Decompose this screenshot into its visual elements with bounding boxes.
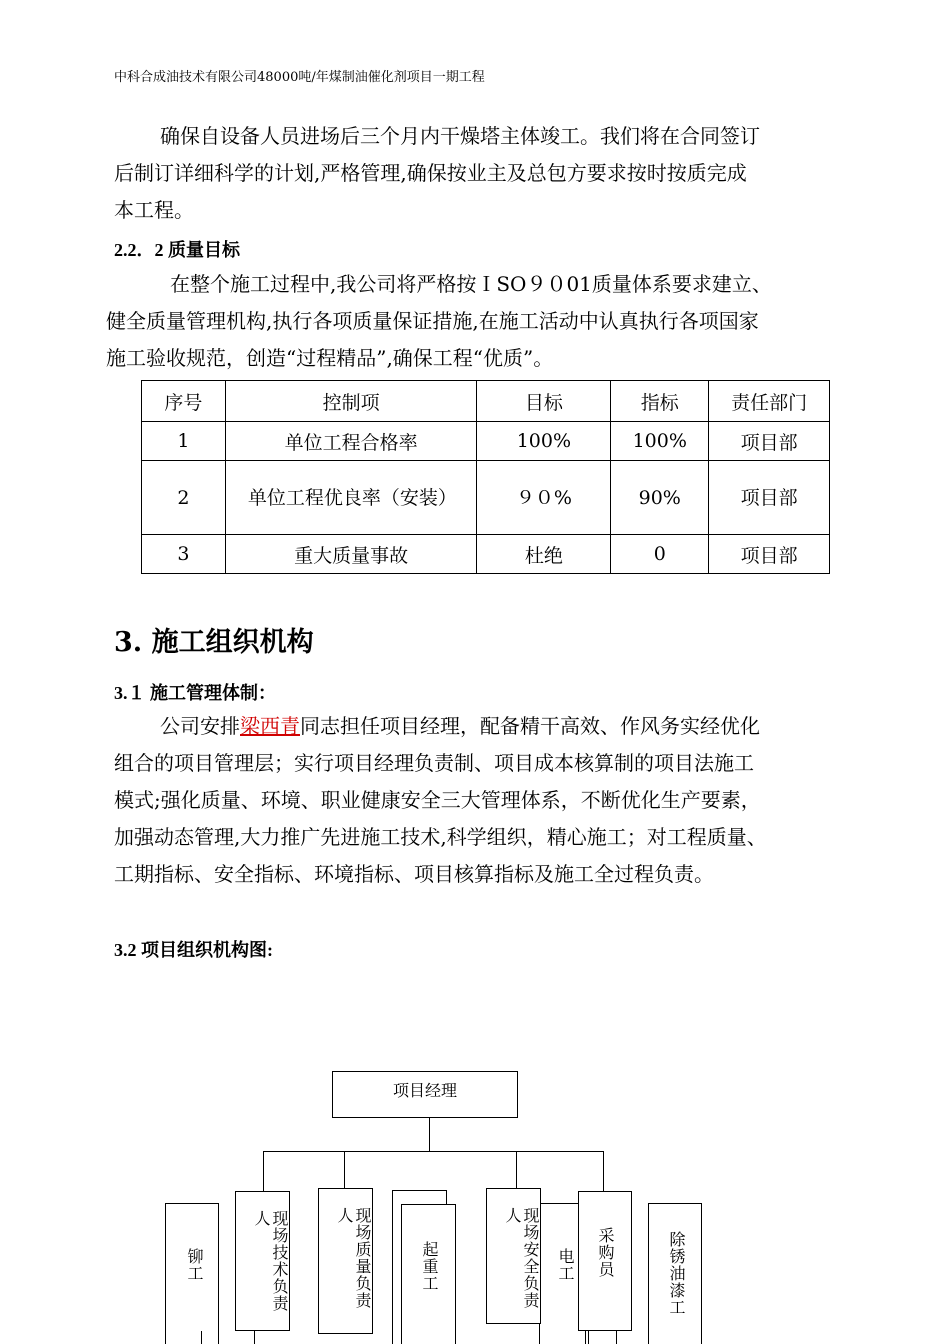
management-line: 组合的项目管理层；实行项目经理负责制、项目成本核算制的项目法施工	[114, 751, 754, 775]
org-box-quality-lead	[318, 1188, 373, 1334]
text-segment: 公司安排	[160, 714, 240, 738]
header-cell-dept: 责任部门	[709, 381, 830, 422]
table-cell: 0	[611, 535, 709, 574]
table-cell: 1	[142, 422, 226, 461]
org-box-purchaser	[578, 1191, 632, 1331]
table-cell: ９０%	[477, 461, 611, 535]
org-connector	[201, 1331, 202, 1344]
header-cell-target: 目标	[477, 381, 611, 422]
page-header: 中科合成油技术有限公司48000吨/年煤制油催化剂项目一期工程	[114, 70, 485, 85]
header-cell-seq: 序号	[142, 381, 226, 422]
table-cell: 100%	[477, 422, 611, 461]
org-connector	[585, 1331, 586, 1344]
table-cell: 90%	[611, 461, 709, 535]
table-cell: 3	[142, 535, 226, 574]
org-label: 项目经理	[392, 1081, 457, 1100]
table-cell: 项目部	[709, 535, 830, 574]
quality-line: 施工验收规范，创造“过程精品”,确保工程“优质”。	[106, 346, 554, 370]
management-paragraph	[114, 708, 767, 893]
manager-name: 梁西青	[240, 714, 300, 738]
org-connector	[263, 1151, 604, 1152]
table-cell: 100%	[611, 422, 709, 461]
management-line: 模式;强化质量、环境、职业健康安全三大管理体系，不断优化生产要素，	[114, 788, 761, 812]
org-connector	[603, 1151, 604, 1191]
org-box-tech-lead	[235, 1191, 290, 1331]
org-label: 现场质量负责人	[335, 1207, 372, 1309]
org-label: 电工	[556, 1248, 575, 1282]
org-connector	[429, 1118, 430, 1151]
table-cell: 2	[142, 461, 226, 535]
org-label: 现场技术负责人	[252, 1210, 289, 1312]
table-row	[142, 422, 830, 461]
intro-paragraph	[114, 118, 760, 229]
org-connector	[616, 1331, 617, 1344]
quality-line: 健全质量管理机构,执行各项质量保证措施,在施工活动中认真执行各项国家	[106, 309, 759, 333]
org-box-rigger	[401, 1204, 456, 1344]
section3-1-heading: 3.１ 施工管理体制：	[114, 683, 276, 703]
org-box-project-manager	[332, 1071, 518, 1118]
table-row	[142, 461, 830, 535]
org-connector	[263, 1151, 264, 1191]
table-header-row	[142, 381, 830, 422]
table-cell: 单位工程合格率	[225, 422, 477, 461]
org-label: 现场安全负责人	[503, 1207, 540, 1309]
intro-line: 后制订详细科学的计划,严格管理,确保按业主及总包方要求按时按质完成	[114, 161, 747, 185]
section3-2-heading: 3.2 项目组织机构图:	[114, 940, 273, 960]
table-cell: 重大质量事故	[225, 535, 477, 574]
org-label: 除锈油漆工	[667, 1231, 686, 1316]
org-connector	[344, 1151, 345, 1188]
org-box-safety-lead	[486, 1188, 541, 1324]
quality-table	[141, 380, 830, 574]
quality-paragraph	[106, 266, 772, 377]
intro-line: 确保自设备人员进场后三个月内干燥塔主体竣工。我们将在合同签订	[160, 124, 760, 148]
management-line: 工期指标、安全指标、环境指标、项目核算指标及施工全过程负责。	[114, 862, 714, 886]
org-label: 铆工	[185, 1248, 204, 1282]
table-cell: 项目部	[709, 422, 830, 461]
table-row	[142, 535, 830, 574]
org-connector	[254, 1331, 255, 1344]
quality-heading: 2.2．2 质量目标	[114, 240, 240, 260]
section3-heading: 3. 施工组织机构	[114, 627, 314, 658]
org-box-painter	[648, 1203, 702, 1344]
header-cell-item: 控制项	[225, 381, 477, 422]
org-connector	[516, 1151, 517, 1188]
org-label: 采购员	[596, 1227, 615, 1278]
header-cell-index: 指标	[611, 381, 709, 422]
text-segment: 同志担任项目经理，配备精干高效、作风务实经优化	[300, 714, 760, 738]
table-cell: 单位工程优良率（安装）	[225, 461, 477, 535]
management-line: 加强动态管理,大力推广先进施工技术,科学组织，精心施工；对工程质量、	[114, 825, 767, 849]
table-cell: 项目部	[709, 461, 830, 535]
quality-line: 在整个施工过程中,我公司将严格按ＩSO９０01质量体系要求建立、	[170, 272, 772, 296]
org-label: 起重工	[420, 1241, 439, 1292]
table-cell: 杜绝	[477, 535, 611, 574]
org-box-riveter	[165, 1203, 219, 1344]
management-line	[114, 708, 767, 745]
intro-line: 本工程。	[114, 198, 194, 222]
